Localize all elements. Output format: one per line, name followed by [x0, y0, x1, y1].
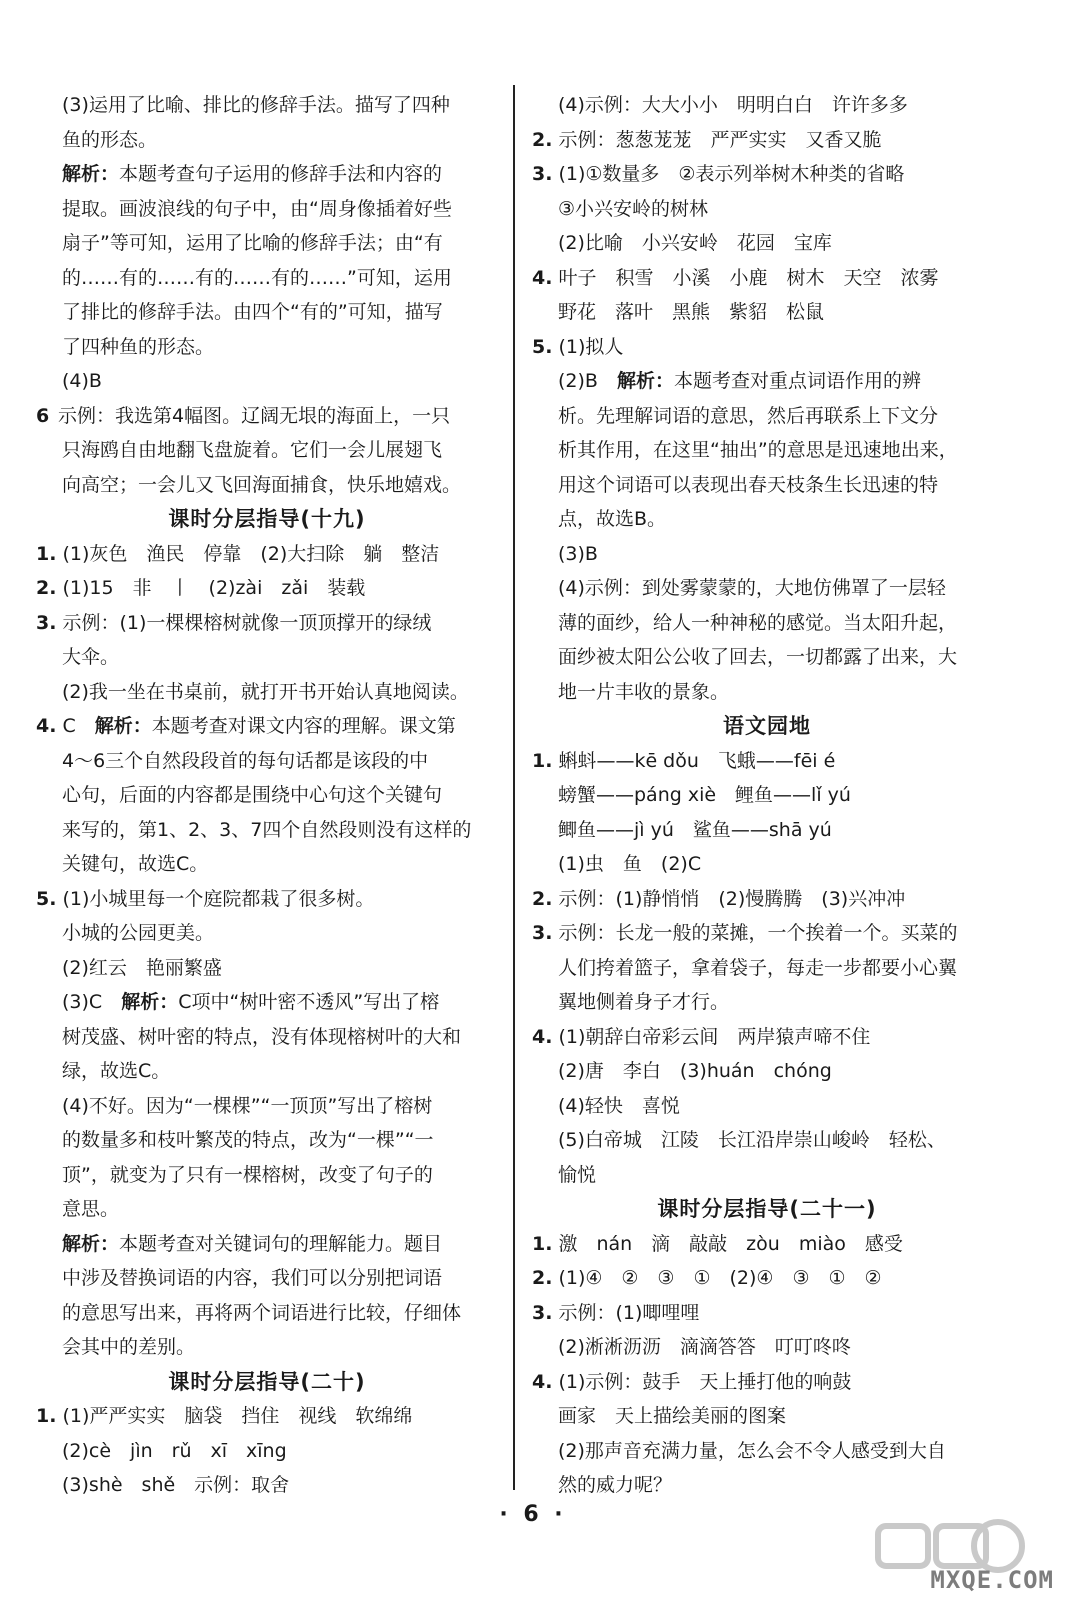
answer-line	[36, 640, 498, 675]
line-text: 会其中的差别。	[62, 1336, 196, 1358]
answer-line	[532, 123, 1002, 158]
line-text: (1)虫 鱼 (2)C	[558, 853, 702, 875]
answer-line	[36, 1434, 498, 1469]
line-text: 顶”，就变为了只有一棵榕树，改变了句子的	[62, 1163, 433, 1186]
answer-line	[532, 951, 1002, 986]
line-text: (4)B	[62, 370, 102, 392]
line-text: 点，故选B。	[558, 508, 667, 530]
line-text: 课时分层指导(二十)	[168, 1369, 366, 1394]
analysis-label: 解析：	[62, 1232, 120, 1255]
answer-line	[532, 847, 1002, 882]
answer-line	[36, 951, 498, 986]
line-text: 向高空；一会儿又飞回海面捕食，快乐地嬉戏。	[62, 473, 462, 496]
answer-line	[532, 1158, 1002, 1193]
answer-line	[36, 226, 498, 261]
answer-line	[532, 882, 1002, 917]
question-number: 3.	[532, 1301, 553, 1324]
line-text: C项中“树叶密不透风”写出了榕	[178, 991, 440, 1013]
line-text: (3)shè shě 示例：取舍	[62, 1474, 290, 1496]
line-text: (3)C	[62, 991, 122, 1013]
answer-line	[36, 847, 498, 882]
answer-line	[36, 261, 498, 296]
answer-line	[36, 744, 498, 779]
analysis-label: 解析：	[62, 163, 120, 185]
answer-line	[36, 364, 498, 399]
answer-line	[532, 1054, 1002, 1089]
question-number: 3.	[532, 922, 553, 944]
question-number: 1.	[36, 542, 57, 565]
answer-line	[36, 985, 498, 1020]
answer-line	[532, 813, 1002, 848]
answer-line	[36, 709, 498, 744]
answer-line	[532, 433, 1002, 468]
line-text: 的数量多和枝叶繁茂的特点，改为“一棵”“一	[62, 1129, 434, 1151]
answer-line	[36, 778, 498, 813]
line-text: 的……有的……有的……有的……”可知，运用	[62, 266, 452, 289]
line-text: 激 nán 滴 敲敲 zòu miào 感受	[558, 1232, 903, 1255]
line-text: 蝌蚪——kē dǒu 飞蛾——fēi é	[558, 749, 836, 772]
line-text: 的意思写出来，再将两个词语进行比较，仔细体	[62, 1301, 462, 1324]
line-text: 本题考查对课文内容的理解。课文第	[151, 715, 456, 737]
line-text: 关键句，故选C。	[62, 853, 209, 875]
section-heading	[36, 502, 498, 537]
line-text: (4)示例：大大小小 明明白白 许许多多	[558, 94, 908, 116]
answer-line	[36, 468, 498, 503]
line-text: 析。先理解词语的意思，然后再联系上下文分	[558, 404, 939, 427]
answer-line	[36, 571, 498, 606]
answer-line	[36, 1296, 498, 1331]
watermark-text: MXQE.COM	[930, 1566, 1054, 1594]
line-text: (1)拟人	[558, 335, 624, 358]
answer-line	[36, 1192, 498, 1227]
line-text: 示例：长龙一般的菜摊，一个挨着一个。买菜的	[558, 922, 958, 944]
question-number: 5.	[36, 887, 57, 910]
column-divider	[513, 85, 515, 1490]
line-text: 小城的公园更美。	[62, 922, 215, 944]
question-number: 4.	[532, 1370, 553, 1393]
line-text: 示例：葱葱茏茏 严严实实 又香又脆	[558, 128, 882, 151]
question-number: 1.	[532, 749, 553, 772]
question-number: 2.	[36, 577, 57, 599]
answer-line	[532, 261, 1002, 296]
answer-line	[532, 1089, 1002, 1124]
answer-line	[532, 1434, 1002, 1469]
answer-line	[36, 1227, 498, 1262]
answer-line	[36, 813, 498, 848]
question-number: 4.	[36, 715, 57, 737]
answer-line	[36, 157, 498, 192]
line-text: 本题考查对重点词语作用的辨	[673, 370, 921, 392]
answer-line	[532, 364, 1002, 399]
answer-line	[36, 1468, 498, 1503]
line-text: 薄的面纱，给人一种神秘的感觉。当太阳升起，	[558, 611, 958, 634]
line-text: 示例：(1)一棵棵榕树就像一顶顶撑开的绿绒	[62, 611, 432, 634]
answer-line	[532, 916, 1002, 951]
answer-line	[36, 1020, 498, 1055]
line-text: 来写的，第1、2、3、7四个自然段则没有这样的	[62, 818, 472, 841]
answer-line	[36, 330, 498, 365]
line-text: 用这个词语可以表现出春天枝条生长迅速的特	[558, 473, 939, 496]
line-text: (1)示例：鼓手 天上捶打他的响鼓	[558, 1370, 852, 1393]
answer-line	[532, 192, 1002, 227]
answer-line	[532, 1227, 1002, 1262]
answer-line	[532, 1365, 1002, 1400]
answer-line	[532, 502, 1002, 537]
line-text: 析其作用，在这里“抽出”的意思是迅速地出来，	[558, 439, 958, 461]
answer-line	[36, 1054, 498, 1089]
line-text: 画家 天上描绘美丽的图案	[558, 1405, 787, 1427]
line-text: 树茂盛、树叶密的特点，没有体现榕树叶的大和	[62, 1025, 462, 1048]
line-text: 只海鸥自由地翻飞盘旋着。它们一会儿展翅飞	[62, 439, 443, 461]
answer-line	[36, 295, 498, 330]
analysis-label: 解析：	[94, 715, 152, 737]
answer-line	[36, 88, 498, 123]
line-text: (1)朝辞白帝彩云间 两岸猿声啼不住	[558, 1025, 871, 1048]
line-text: 语文园地	[723, 714, 811, 738]
line-text: (1)15 非 丨 (2)zài zǎi 装载	[62, 577, 366, 599]
line-text: (4)示例：到处雾蒙蒙的，大地仿佛罩了一层轻	[558, 577, 946, 599]
line-text: 示例：我选第4幅图。辽阔无垠的海面上，一只	[58, 404, 451, 427]
answer-line	[532, 88, 1002, 123]
question-number: 6	[36, 404, 50, 427]
answer-line	[36, 1261, 498, 1296]
question-number: 5.	[532, 335, 553, 358]
line-text: (2)淅淅沥沥 滴滴答答 叮叮咚咚	[558, 1336, 851, 1358]
answer-line	[532, 744, 1002, 779]
question-number: 2.	[532, 128, 553, 151]
section-heading	[532, 709, 1002, 744]
section-heading	[36, 1365, 498, 1400]
line-text: 心句，后面的内容都是围绕中心句这个关键句	[62, 784, 443, 806]
answer-line	[36, 882, 498, 917]
answer-line	[532, 399, 1002, 434]
answer-line	[36, 399, 498, 434]
line-text: ③小兴安岭的树林	[558, 197, 709, 220]
answer-line	[36, 606, 498, 641]
answer-line	[36, 1330, 498, 1365]
answer-line	[532, 295, 1002, 330]
line-text: 鲫鱼——jì yú 鲨鱼——shā yú	[558, 818, 832, 841]
line-text: 4～6三个自然段段首的每句话都是该段的中	[62, 749, 429, 772]
answer-line	[36, 192, 498, 227]
line-text: 提取。画波浪线的句子中，由“周身像插着好些	[62, 197, 452, 220]
line-text: (4)轻快 喜悦	[558, 1094, 680, 1117]
line-text: (2)唐 李白 (3)huán chóng	[558, 1060, 832, 1082]
answer-line	[532, 537, 1002, 572]
answer-line	[532, 778, 1002, 813]
line-text: 意思。	[62, 1198, 120, 1220]
line-text: 愉悦	[558, 1163, 597, 1186]
question-number: 4.	[532, 1025, 553, 1048]
line-text: 然的威力呢？	[558, 1474, 673, 1496]
line-text: 示例：(1)唧哩哩	[558, 1301, 700, 1324]
answer-line	[36, 123, 498, 158]
question-number: 2.	[532, 1267, 553, 1289]
line-text: 叶子 积雪 小溪 小鹿 树木 天空 浓雾	[558, 266, 939, 289]
line-text: (3)B	[558, 542, 598, 565]
line-text: 本题考查句子运用的修辞手法和内容的	[119, 163, 443, 185]
line-text: (2)红云 艳丽繁盛	[62, 956, 222, 979]
answer-line	[532, 1123, 1002, 1158]
question-number: 3.	[532, 163, 553, 185]
line-text: 面纱被太阳公公收了回去，一切都露了出来，大	[558, 646, 958, 668]
line-text: 课时分层指导(十九)	[168, 507, 366, 531]
question-number: 3.	[36, 611, 57, 634]
line-text: 扇子”等可知，运用了比喻的修辞手法；由“有	[62, 232, 443, 254]
answer-line	[532, 675, 1002, 710]
line-text: 了排比的修辞手法。由四个“有的”可知，描写	[62, 301, 443, 323]
answer-line	[36, 1158, 498, 1193]
answer-line	[36, 1123, 498, 1158]
line-text: 了四种鱼的形态。	[62, 335, 215, 358]
left-column	[36, 88, 498, 1503]
answer-line	[532, 1468, 1002, 1503]
line-text: 野花 落叶 黑熊 紫貂 松鼠	[558, 301, 825, 323]
answer-line	[532, 1330, 1002, 1365]
answer-line	[532, 1020, 1002, 1055]
answer-line	[36, 433, 498, 468]
answer-line	[532, 226, 1002, 261]
line-text: (1)灰色 渔民 停靠 (2)大扫除 躺 整洁	[62, 542, 440, 565]
answer-line	[532, 330, 1002, 365]
line-text: (1)严严实实 脑袋 挡住 视线 软绵绵	[62, 1405, 413, 1427]
line-text: (1)①数量多 ②表示列举树木种类的省略	[558, 163, 905, 185]
question-number: 1.	[532, 1232, 553, 1255]
line-text: 示例：(1)静悄悄 (2)慢腾腾 (3)兴冲冲	[558, 887, 906, 910]
answer-line	[36, 1089, 498, 1124]
answer-line	[532, 640, 1002, 675]
line-text: (3)运用了比喻、排比的修辞手法。描写了四种	[62, 94, 450, 116]
line-text: (5)白帝城 江陵 长江沿岸崇山峻岭 轻松、	[558, 1129, 946, 1151]
line-text: 螃蟹——páng xiè 鲤鱼——lǐ yú	[558, 784, 851, 806]
answer-line	[532, 157, 1002, 192]
answer-line	[532, 468, 1002, 503]
answer-line	[532, 1399, 1002, 1434]
line-text: 人们挎着篮子，拿着袋子，每走一步都要小心翼	[558, 956, 958, 979]
line-text: (1)④ ② ③ ① (2)④ ③ ① ②	[558, 1267, 882, 1289]
line-text: 地一片丰收的景象。	[558, 680, 730, 703]
question-number: 4.	[532, 266, 553, 289]
answer-line	[532, 571, 1002, 606]
page-number: · 6 ·	[499, 1502, 567, 1527]
line-text: 中涉及替换词语的内容，我们可以分别把词语	[62, 1267, 443, 1289]
line-text: (2)cè jìn rǔ xī xīng	[62, 1439, 287, 1462]
line-text: (1)小城里每一个庭院都栽了很多树。	[62, 887, 375, 910]
answer-line	[532, 1296, 1002, 1331]
answer-line	[36, 1399, 498, 1434]
answer-line	[532, 1261, 1002, 1296]
line-text: 绿，故选C。	[62, 1060, 171, 1082]
line-text: C	[62, 715, 95, 737]
answer-line	[532, 606, 1002, 641]
line-text: 鱼的形态。	[62, 128, 158, 151]
line-text: (2)我一坐在书桌前，就打开书开始认真地阅读。	[62, 680, 469, 703]
analysis-label: 解析：	[121, 991, 179, 1013]
section-heading	[532, 1192, 1002, 1227]
line-text: (2)那声音充满力量，怎么会不令人感受到大自	[558, 1439, 946, 1462]
answer-line	[532, 985, 1002, 1020]
line-text: 本题考查对关键词句的理解能力。题目	[119, 1232, 443, 1255]
answer-line	[36, 916, 498, 951]
answer-line	[36, 675, 498, 710]
answer-line	[36, 537, 498, 572]
analysis-label: 解析：	[616, 370, 674, 392]
line-text: 课时分层指导(二十一)	[657, 1197, 877, 1221]
right-column	[532, 88, 1002, 1503]
question-number: 2.	[532, 887, 553, 910]
line-text: (2)比喻 小兴安岭 花园 宝库	[558, 232, 832, 254]
line-text: 翼地侧着身子才行。	[558, 991, 730, 1013]
line-text: (2)B	[558, 370, 617, 392]
question-number: 1.	[36, 1405, 57, 1427]
line-text: (4)不好。因为“一棵棵”“一顶顶”写出了榕树	[62, 1094, 433, 1117]
line-text: 大伞。	[62, 646, 120, 668]
